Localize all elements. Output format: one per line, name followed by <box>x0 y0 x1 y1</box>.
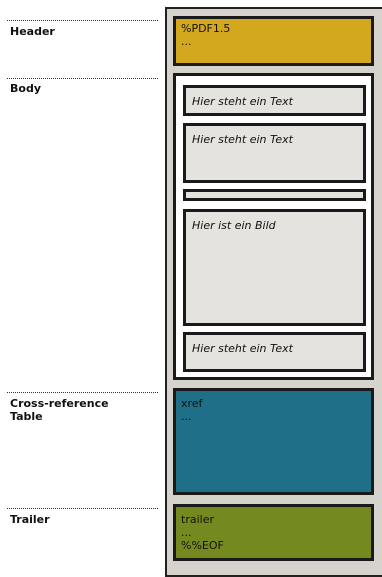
xref-section <box>173 388 374 495</box>
xref-leader-line <box>7 392 158 393</box>
body-section <box>173 73 374 380</box>
body-object-text-1-label: Hier steht ein Text <box>192 95 293 108</box>
body-object-text-1 <box>183 85 366 116</box>
trailer-label: Trailer <box>10 513 50 526</box>
body-object-image-label: Hier ist ein Bild <box>192 219 276 232</box>
body-object-empty <box>183 189 366 201</box>
body-label: Body <box>10 82 41 95</box>
body-object-text-2-label: Hier steht ein Text <box>192 133 293 146</box>
header-section <box>173 16 374 66</box>
trailer-section <box>173 504 374 561</box>
body-object-text-3-label: Hier steht ein Text <box>192 342 293 355</box>
xref-section-text: xref ... <box>181 397 203 423</box>
header-leader-line <box>7 20 158 21</box>
body-object-image <box>183 209 366 326</box>
body-leader-line <box>7 78 158 79</box>
header-label: Header <box>10 25 55 38</box>
body-object-text-3 <box>183 332 366 372</box>
trailer-leader-line <box>7 508 158 509</box>
trailer-section-text: trailer ... %%EOF <box>181 513 224 552</box>
body-object-text-2 <box>183 123 366 183</box>
header-section-text: %PDF1.5 ... <box>181 22 231 48</box>
xref-label: Cross-reference Table <box>10 397 109 423</box>
